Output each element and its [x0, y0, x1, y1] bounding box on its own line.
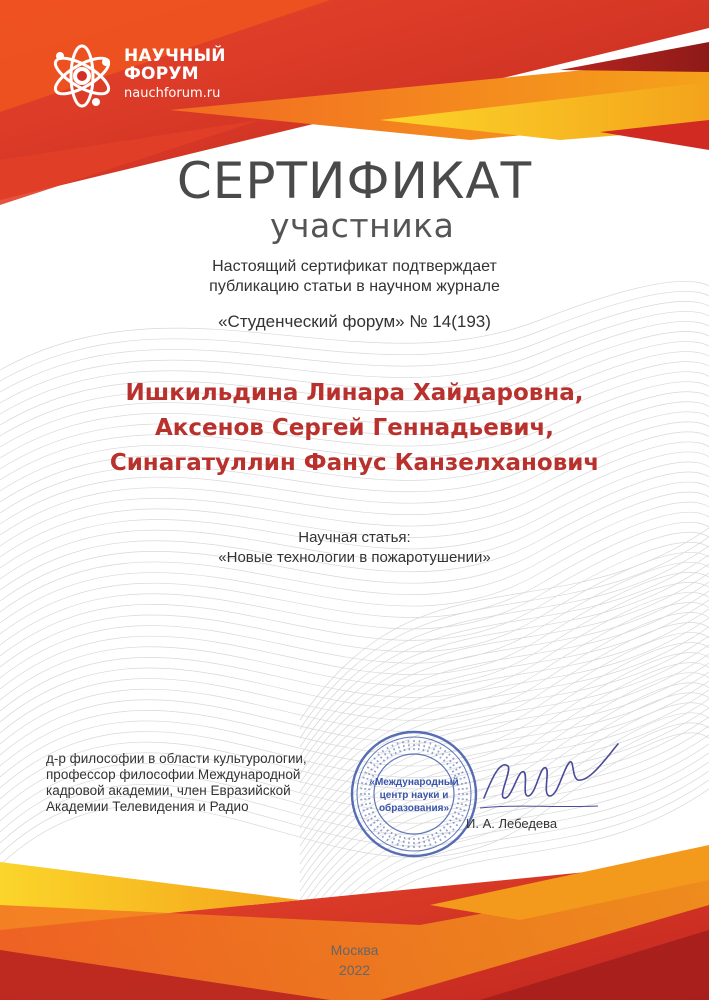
brand-site[interactable]: nauchforum.ru	[124, 86, 221, 101]
handwritten-signature	[478, 738, 628, 818]
seal-text-line-3: образования»	[378, 803, 450, 814]
certificate-subtitle: участника	[270, 206, 455, 245]
official-seal	[349, 729, 479, 859]
article-label: Научная статья:	[298, 529, 411, 546]
signer-credentials-line: д-р философии в области культурологии,	[46, 751, 307, 766]
article-info	[0, 528, 709, 568]
seal-text-line-1: «Международный	[369, 777, 459, 788]
certificate-title: СЕРТИФИКАТ	[176, 152, 533, 210]
brand-name-line2: ФОРУМ	[124, 64, 199, 84]
confirmation-text	[0, 257, 709, 297]
author-name: Ишкильдина Линара Хайдаровна,	[125, 380, 584, 406]
journal-name: «Студенческий форум» № 14(193)	[218, 312, 491, 331]
confirmation-line-1: Настоящий сертификат подтверждает	[212, 258, 497, 275]
signer-credentials-line: Академии Телевидения и Радио	[46, 799, 249, 814]
signer-name: И. А. Лебедева	[466, 816, 558, 831]
signer-credentials-line: кадровой академии, член Евразийской	[46, 783, 291, 798]
atom-icon	[46, 40, 118, 112]
signer-credentials-line: профессор философии Международной	[46, 767, 301, 782]
confirmation-line-2: публикацию статьи в научном журнале	[209, 278, 500, 295]
city: Москва	[330, 942, 379, 958]
seal-text-line-2: центр науки и	[379, 790, 449, 801]
brand-name-line1: НАУЧНЫЙ	[124, 46, 226, 66]
brand-logo[interactable]	[46, 40, 256, 110]
year: 2022	[338, 962, 371, 978]
authors-list	[0, 376, 709, 481]
author-name: Синагатуллин Фанус Канзелханович	[109, 450, 600, 476]
signer-credentials	[46, 751, 366, 815]
article-title: «Новые технологии в пожаротушении»	[218, 549, 491, 566]
author-name: Аксенов Сергей Геннадьевич,	[154, 415, 555, 441]
